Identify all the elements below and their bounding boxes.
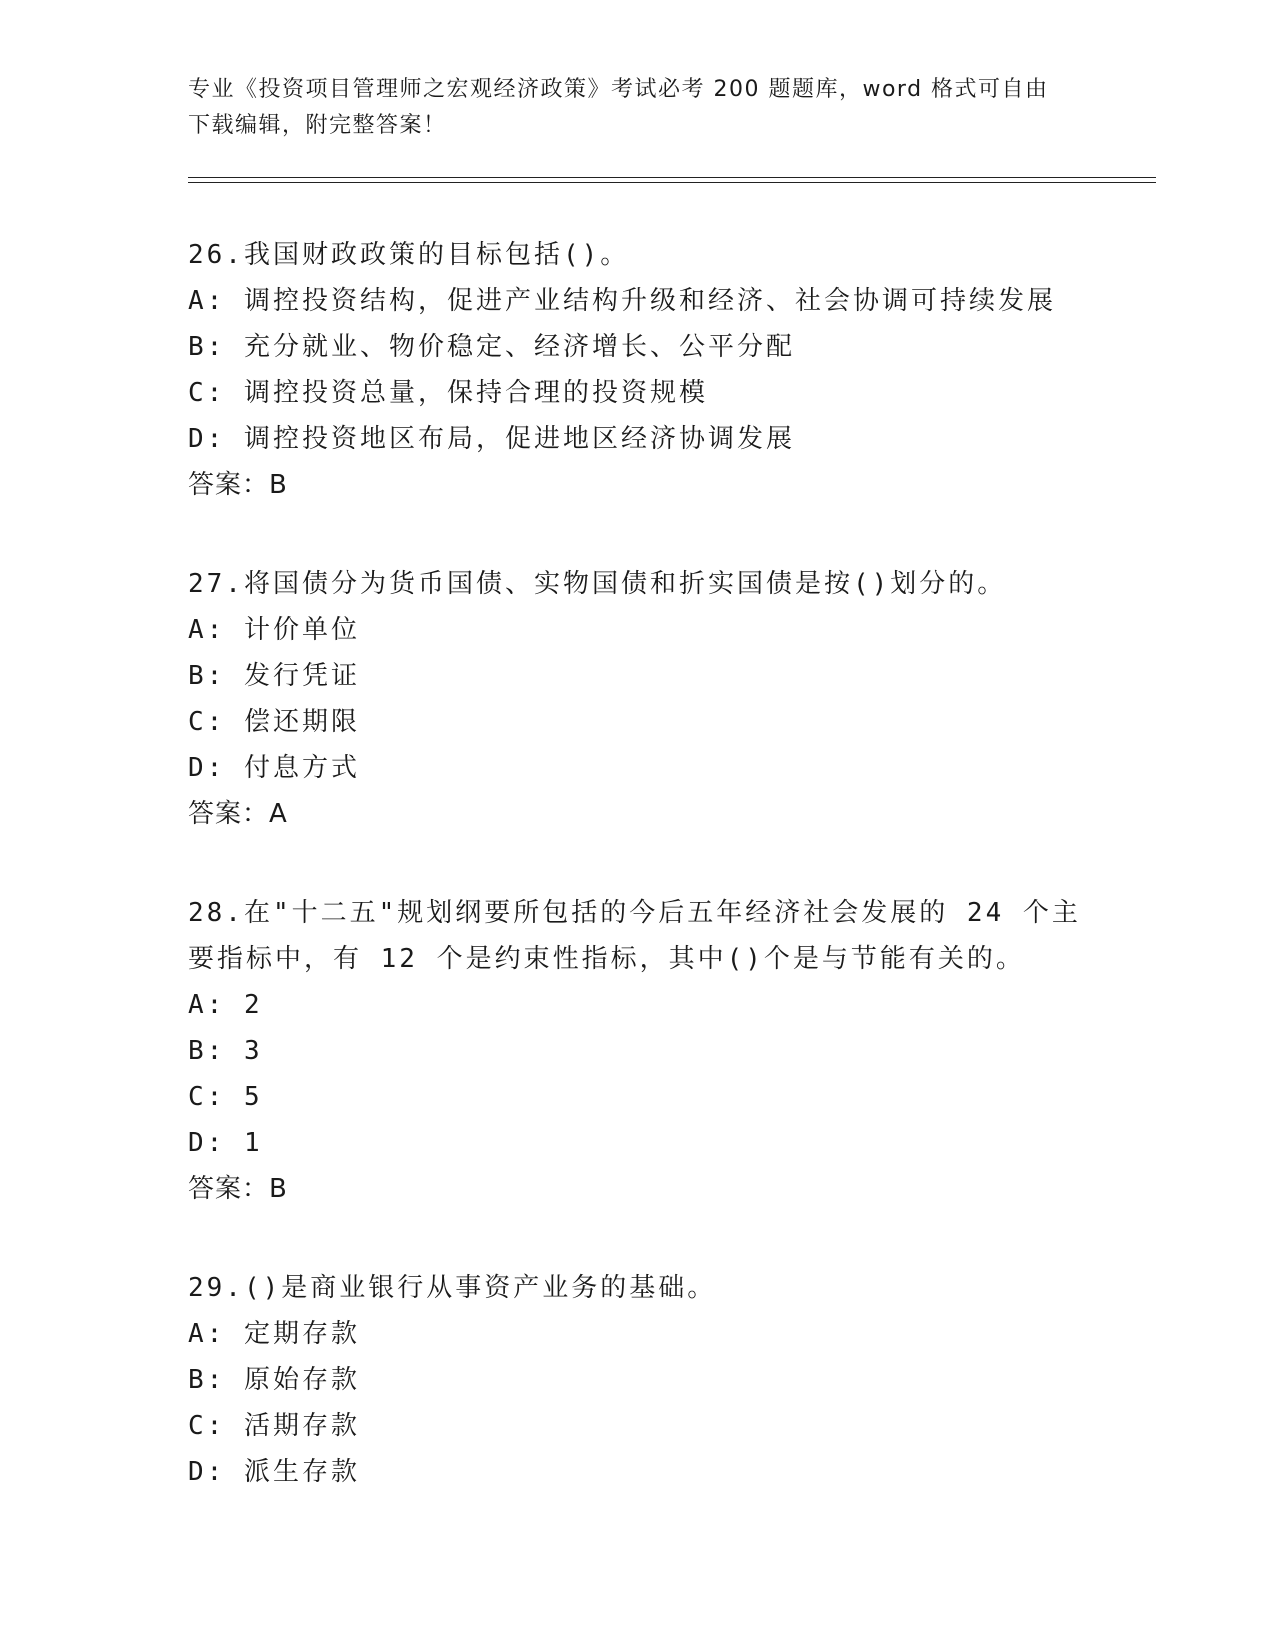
question-26 <box>188 232 1088 508</box>
header-line-1: 专业《投资项目管理师之宏观经济政策》考试必考 200 题题库，word 格式可自由 <box>188 77 1049 102</box>
option-d: D: 调控投资地区布局，促进地区经济协调发展 <box>188 424 795 454</box>
question-text: 28.在"十二五"规划纲要所包括的今后五年经济社会发展的 24 个主要指标中，有 12 个是约束性指标，其中()个是与节能有关的。 <box>188 898 1081 974</box>
option-b: B: 发行凭证 <box>188 661 360 691</box>
option-b: B: 充分就业、物价稳定、经济增长、公平分配 <box>188 332 795 362</box>
question-list <box>188 232 1088 1548</box>
option-c: C: 调控投资总量，保持合理的投资规模 <box>188 378 708 408</box>
option-c: C: 偿还期限 <box>188 707 360 737</box>
option-c: C: 5 <box>188 1082 263 1112</box>
answer-text: 答案：B <box>188 470 288 500</box>
answer-text: 答案：B <box>188 1174 288 1204</box>
header-line-2: 下载编辑，附完整答案！ <box>188 113 447 138</box>
document-header <box>188 72 1088 144</box>
option-a: A: 定期存款 <box>188 1319 360 1349</box>
header-divider-top <box>188 177 1156 178</box>
option-a: A: 调控投资结构，促进产业结构升级和经济、社会协调可持续发展 <box>188 286 1056 316</box>
question-28 <box>188 890 1088 1212</box>
option-d: D: 付息方式 <box>188 753 360 783</box>
question-text: 26.我国财政政策的目标包括()。 <box>188 240 630 270</box>
option-a: A: 2 <box>188 990 263 1020</box>
answer-text: 答案：A <box>188 799 288 829</box>
question-29 <box>188 1265 1088 1495</box>
question-text: 29.()是商业银行从事资产业务的基础。 <box>188 1273 717 1303</box>
option-b: B: 原始存款 <box>188 1365 360 1395</box>
option-a: A: 计价单位 <box>188 615 360 645</box>
option-d: D: 派生存款 <box>188 1457 360 1487</box>
question-text: 27.将国债分为货币国债、实物国债和折实国债是按()划分的。 <box>188 569 1007 599</box>
option-d: D: 1 <box>188 1128 263 1158</box>
option-c: C: 活期存款 <box>188 1411 360 1441</box>
header-divider-bottom <box>188 182 1156 183</box>
option-b: B: 3 <box>188 1036 263 1066</box>
question-27 <box>188 561 1088 837</box>
